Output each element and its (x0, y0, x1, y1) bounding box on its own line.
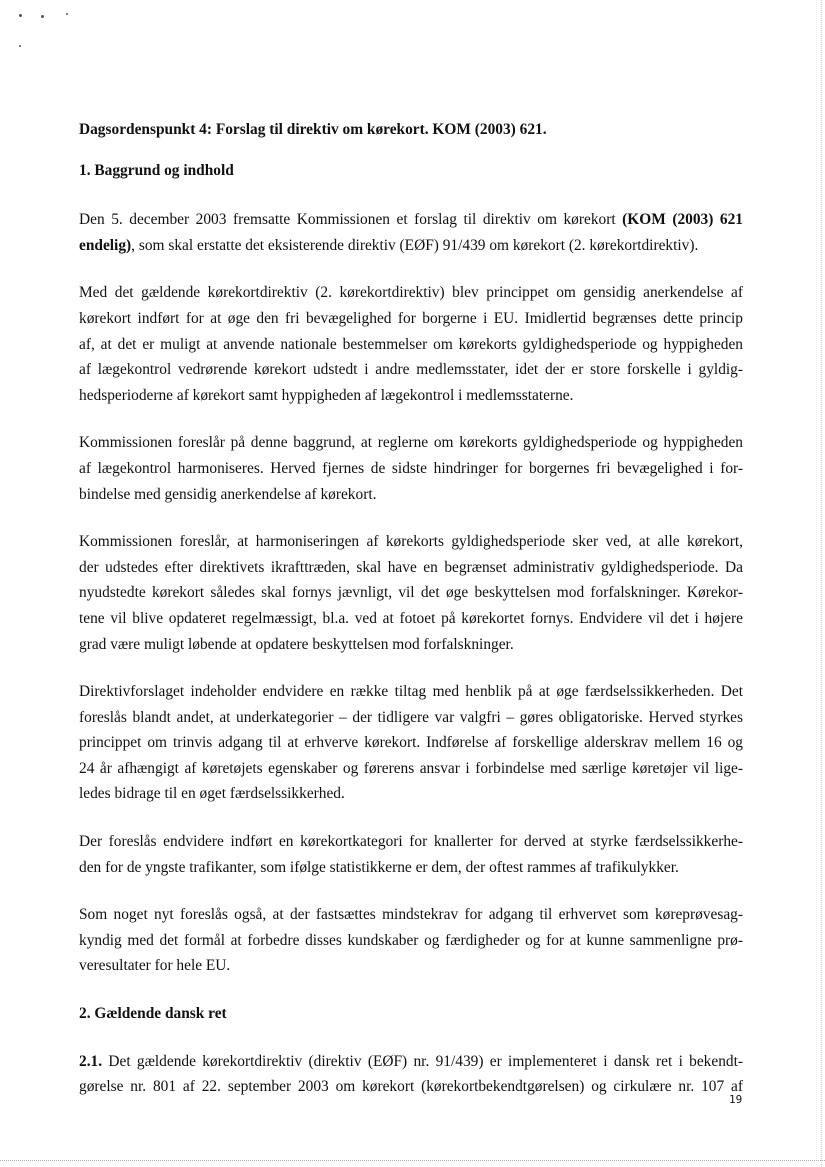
subsection-number: 2.1. (79, 1052, 103, 1070)
paragraph-line: kørekort indført for at øge den fri bevægelighed for borgerne i EU. Imidlertid begrænses dette princip (79, 309, 743, 327)
paragraph-1-line-2 (79, 233, 743, 259)
paragraph-8-line-2: gørelse nr. 801 af 22. september 2003 om kørekort (kørekortbekendtgørelsen) og cirkulære nr. 107 af (79, 1078, 743, 1096)
paragraph-line: bindelse med gensidig anerkendelse af kørekort. (79, 485, 377, 503)
document-body (79, 117, 743, 1100)
paragraph-line: der udstedes efter direktivets ikrafttræden, skal have en begrænset administrativ gyldighedsperiode. Da (79, 558, 743, 576)
paragraph-5 (79, 679, 743, 807)
page-bottom-rule (0, 1160, 825, 1161)
paragraph-line: af lægekontrol harmoniseres. Herved fjernes de sidste hindringer for borgernes fri bevægelighed i for- (79, 459, 743, 477)
paragraph-line: ledes bidrage til en øget færdselssikkerhed. (79, 785, 345, 803)
page-number: 19 (729, 1093, 743, 1106)
document-title: Dagsordenspunkt 4: Forslag til direktiv om kørekort. KOM (2003) 621. (79, 121, 547, 138)
page-right-edge (821, 0, 822, 1167)
paragraph-line: Kommissionen foreslår på denne baggrund, at reglerne om kørekorts gyldighedsperiode og hyppigheden (79, 434, 743, 452)
paragraph-line: veresultater for hele EU. (79, 957, 231, 975)
paragraph-1-line-1 (79, 207, 743, 233)
paragraph-6 (79, 829, 743, 880)
paragraph-3 (79, 430, 743, 507)
paragraph-line: af, at det er muligt at anvende nationale bestemmelser om kørekorts gyldighedsperiode og hyppigheden (79, 335, 743, 353)
paragraph-1-text-b: , som skal erstatte det eksisterende direktiv (EØF) 91/439 om kørekort (2. kørekortdirektiv). (131, 236, 699, 254)
paragraph-line: 24 år afhængigt af køretøjets egenskaber og førerens ansvar i forbindelse med særlige køretøjer vil lige- (79, 759, 743, 777)
paragraph-line: den for de yngste trafikanter, som ifølge statistikkerne er dem, der oftest rammes af trafikulykker. (79, 858, 679, 876)
paragraph-8 (79, 1049, 743, 1100)
paragraph-line: tene vil blive opdateret regelmæssigt, bl.a. ved at fotoet på kørekortet fornys. Endvidere vil det i højere (79, 609, 743, 627)
paragraph-1-bold-b: endelig) (79, 236, 132, 254)
paragraph-4 (79, 529, 743, 657)
section-heading-2: 2. Gældende dansk ret (79, 1005, 227, 1023)
paragraph-line: Med det gældende kørekortdirektiv (2. kørekortdirektiv) blev princippet om gensidig anerkendelse af (79, 284, 743, 302)
paragraph-line: Der foreslås endvidere indført en kørekortkategori for knallerter for derved at styrke færdselssikkerhe- (79, 833, 743, 851)
paragraph-2 (79, 280, 743, 408)
paragraph-line: Direktivforslaget indeholder endvidere en række tiltag med henblik på at øge færdselssikkerheden. Det (79, 683, 743, 701)
paragraph-line: foreslås blandt andet, at underkategorier – der tidligere var valgfri – gøres obligatoriske. Herved styrkes (79, 708, 743, 726)
paragraph-line: Kommissionen foreslår, at harmoniseringen af kørekorts gyldighedsperiode sker ved, at alle kørekort, (79, 533, 743, 551)
paragraph-8-line-1 (79, 1049, 743, 1075)
paragraph-line: af lægekontrol vedrørende kørekort udstedt i andre medlemsstater, idet der er store forskelle i gyldig- (79, 361, 743, 379)
paragraph-line: kyndig med det formål at forbedre disses kundskaber og færdigheder og for at kunne sammenligne prø- (79, 931, 743, 949)
paragraph-7 (79, 902, 743, 979)
paragraph-line: Som noget nyt foreslås også, at der fastsættes mindstekrav for adgang til erhvervet som køreprøvesag- (79, 906, 743, 924)
paragraph-line: princippet om trinvis adgang til at erhverve kørekort. Indførelse af forskellige alderskrav mellem 16 og (79, 734, 743, 752)
paragraph-1-bold-a: (KOM (2003) 621 (622, 211, 743, 229)
paragraph-line: nyudstedte kørekort således skal fornys jævnligt, vil det øge beskyttelsen mod forfalskninger. Kørekor- (79, 584, 743, 602)
paragraph-line: grad være muligt løbende at opdatere beskyttelsen mod forfalskninger. (79, 635, 514, 653)
paragraph-1-text-a: Den 5. december 2003 fremsatte Kommissionen et forslag til direktiv om kørekort (79, 211, 623, 229)
paragraph-line: hedsperioderne af kørekort samt hyppigheden af lægekontrol i medlemsstaterne. (79, 386, 574, 404)
paragraph-1 (79, 207, 743, 258)
section-heading-1: 1. Baggrund og indhold (79, 161, 234, 179)
paragraph-8-text-a: Det gældende kørekortdirektiv (direktiv (EØF) nr. 91/439) er implementeret i dansk ret i bekendt- (102, 1052, 743, 1070)
